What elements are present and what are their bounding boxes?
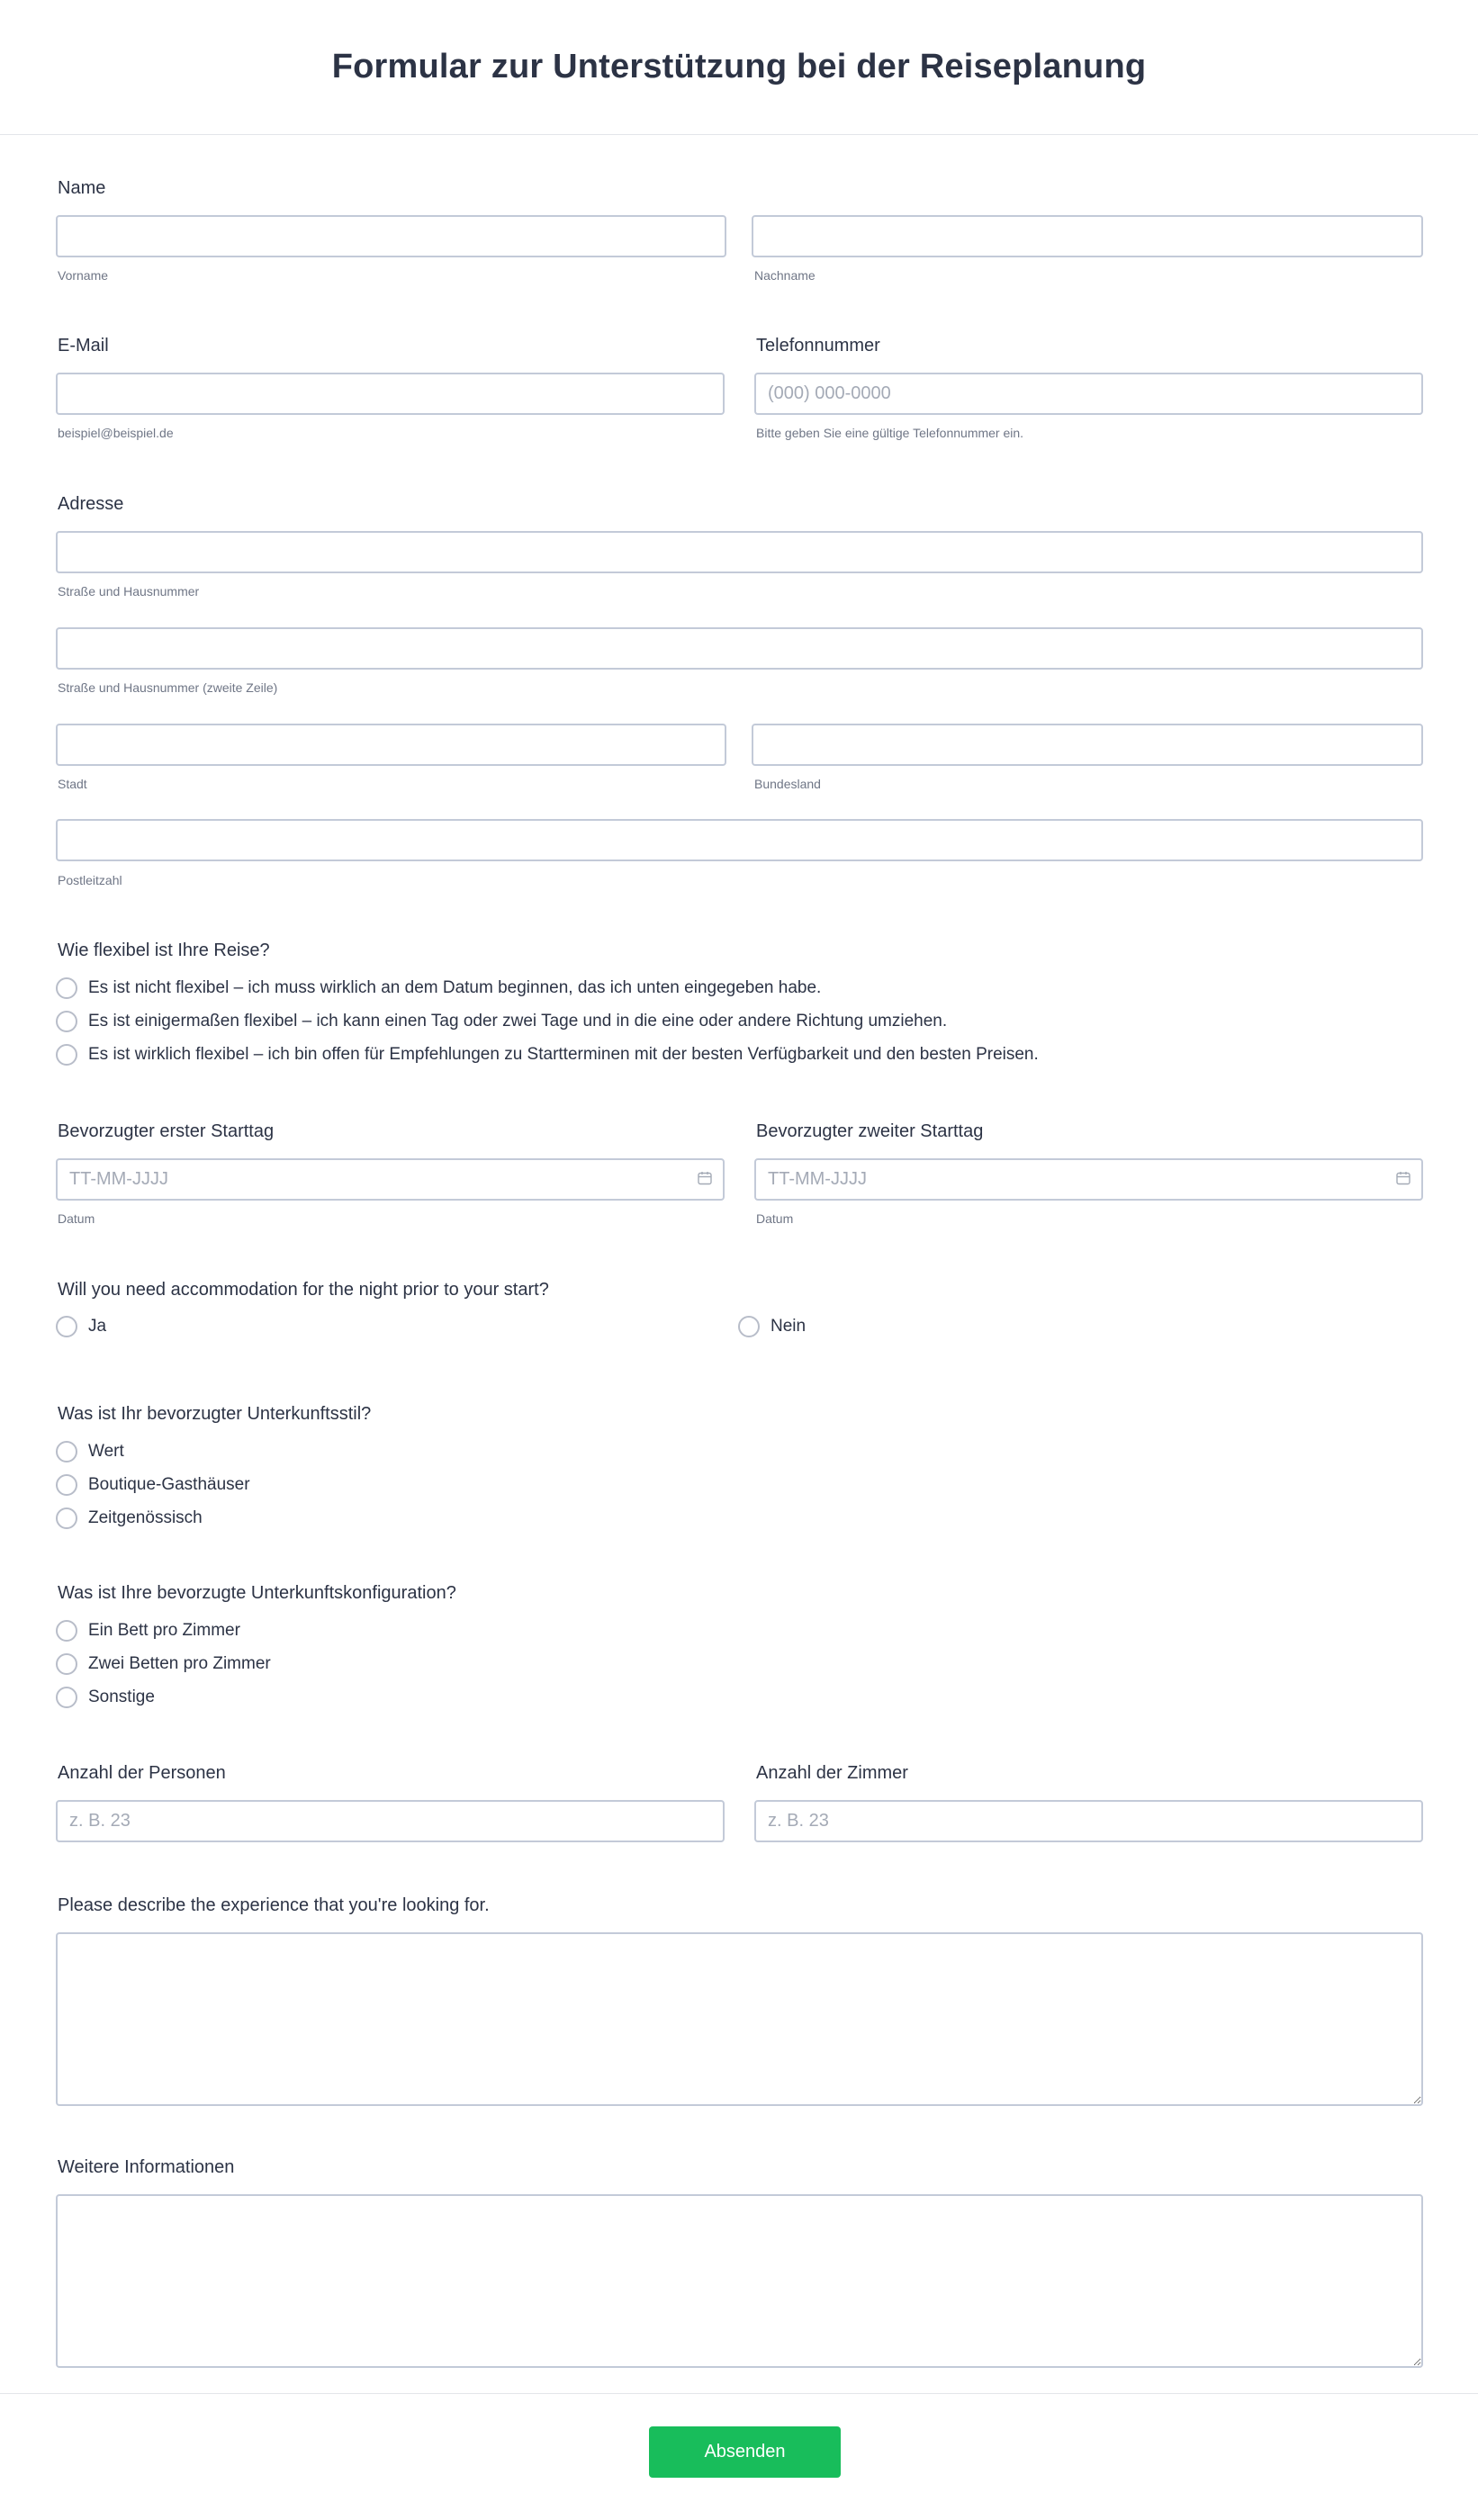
config-option-2[interactable]: Zwei Betten pro Zimmer [88, 1654, 271, 1673]
form-footer [0, 2393, 1478, 2520]
accommodation-yes-radio[interactable] [56, 1316, 77, 1337]
accommodation-yes-label[interactable]: Ja [88, 1317, 107, 1336]
start2-sublabel: Datum [756, 1211, 794, 1226]
config-radio-2[interactable] [56, 1653, 77, 1675]
config-radio-1[interactable] [56, 1620, 77, 1642]
experience-label: Please describe the experience that you're looking for. [58, 1895, 490, 1915]
address-label: Adresse [58, 494, 124, 514]
state-sublabel: Bundesland [754, 777, 821, 791]
more-info-textarea[interactable] [56, 2194, 1423, 2368]
name-label: Name [58, 178, 106, 198]
form-title: Formular zur Unterstützung bei der Reiseplanung [331, 48, 1147, 86]
config-option-1[interactable]: Ein Bett pro Zimmer [88, 1621, 240, 1640]
style-label: Was ist Ihr bevorzugter Unterkunftsstil? [58, 1404, 372, 1424]
flexibility-label: Wie flexibel ist Ihre Reise? [58, 940, 270, 960]
email-label: E-Mail [58, 336, 109, 356]
phone-sublabel: Bitte geben Sie eine gültige Telefonnummer ein. [756, 426, 1024, 440]
last-name-input[interactable] [752, 215, 1423, 257]
calendar-icon[interactable] [698, 1171, 712, 1185]
city-input[interactable] [56, 724, 726, 766]
calendar-icon[interactable] [1396, 1171, 1410, 1185]
flexibility-radio-2[interactable] [56, 1011, 77, 1032]
experience-textarea[interactable] [56, 1932, 1423, 2106]
form-header [0, 0, 1478, 135]
submit-button[interactable]: Absenden [649, 2426, 841, 2478]
start2-label: Bevorzugter zweiter Starttag [756, 1121, 984, 1141]
state-input[interactable] [752, 724, 1423, 766]
rooms-input[interactable] [754, 1800, 1423, 1842]
flexibility-radio-3[interactable] [56, 1044, 77, 1066]
start1-field [56, 1158, 725, 1201]
street-sublabel: Straße und Hausnummer [58, 584, 200, 598]
zip-sublabel: Postleitzahl [58, 873, 122, 887]
rooms-label: Anzahl der Zimmer [756, 1763, 908, 1783]
phone-label: Telefonnummer [756, 336, 880, 356]
accommodation-no-radio[interactable] [738, 1316, 760, 1337]
email-input[interactable] [56, 373, 725, 415]
style-option-3[interactable]: Zeitgenössisch [88, 1508, 203, 1527]
style-option-1[interactable]: Wert [88, 1442, 124, 1461]
start1-sublabel: Datum [58, 1211, 95, 1226]
email-sublabel: beispiel@beispiel.de [58, 426, 174, 440]
city-sublabel: Stadt [58, 777, 87, 791]
persons-input[interactable] [56, 1800, 725, 1842]
config-option-3[interactable]: Sonstige [88, 1688, 155, 1706]
accommodation-no-label[interactable]: Nein [771, 1317, 807, 1336]
style-option-2[interactable]: Boutique-Gasthäuser [88, 1475, 250, 1494]
first-name-sublabel: Vorname [58, 268, 109, 283]
accommodation-prior-label: Will you need accommodation for the night prior to your start? [58, 1280, 549, 1300]
flexibility-option-3[interactable]: Es ist wirklich flexibel – ich bin offen für Empfehlungen zu Startterminen mit der besten Verfügbarkeit und den besten Preisen. [88, 1045, 1039, 1064]
last-name-sublabel: Nachname [754, 268, 816, 283]
persons-label: Anzahl der Personen [58, 1763, 226, 1783]
config-label: Was ist Ihre bevorzugte Unterkunftskonfiguration? [58, 1583, 456, 1603]
first-name-input[interactable] [56, 215, 726, 257]
flexibility-option-1[interactable]: Es ist nicht flexibel – ich muss wirklich an dem Datum beginnen, das ich unten eingegeben habe. [88, 978, 822, 997]
street2-sublabel: Straße und Hausnummer (zweite Zeile) [58, 680, 278, 695]
zip-input[interactable] [56, 819, 1423, 861]
style-radio-3[interactable] [56, 1508, 77, 1529]
more-info-label: Weitere Informationen [58, 2157, 235, 2177]
flexibility-radio-1[interactable] [56, 977, 77, 999]
street2-input[interactable] [56, 627, 1423, 670]
street-input[interactable] [56, 531, 1423, 573]
style-radio-2[interactable] [56, 1474, 77, 1496]
phone-input[interactable] [754, 373, 1423, 415]
config-radio-3[interactable] [56, 1687, 77, 1708]
start1-date-input[interactable] [56, 1158, 725, 1201]
start2-field [754, 1158, 1423, 1201]
flexibility-option-2[interactable]: Es ist einigermaßen flexibel – ich kann einen Tag oder zwei Tage und in die eine oder andere Richtung umziehen. [88, 1012, 948, 1030]
start1-label: Bevorzugter erster Starttag [58, 1121, 275, 1141]
style-radio-1[interactable] [56, 1441, 77, 1462]
start2-date-input[interactable] [754, 1158, 1423, 1201]
